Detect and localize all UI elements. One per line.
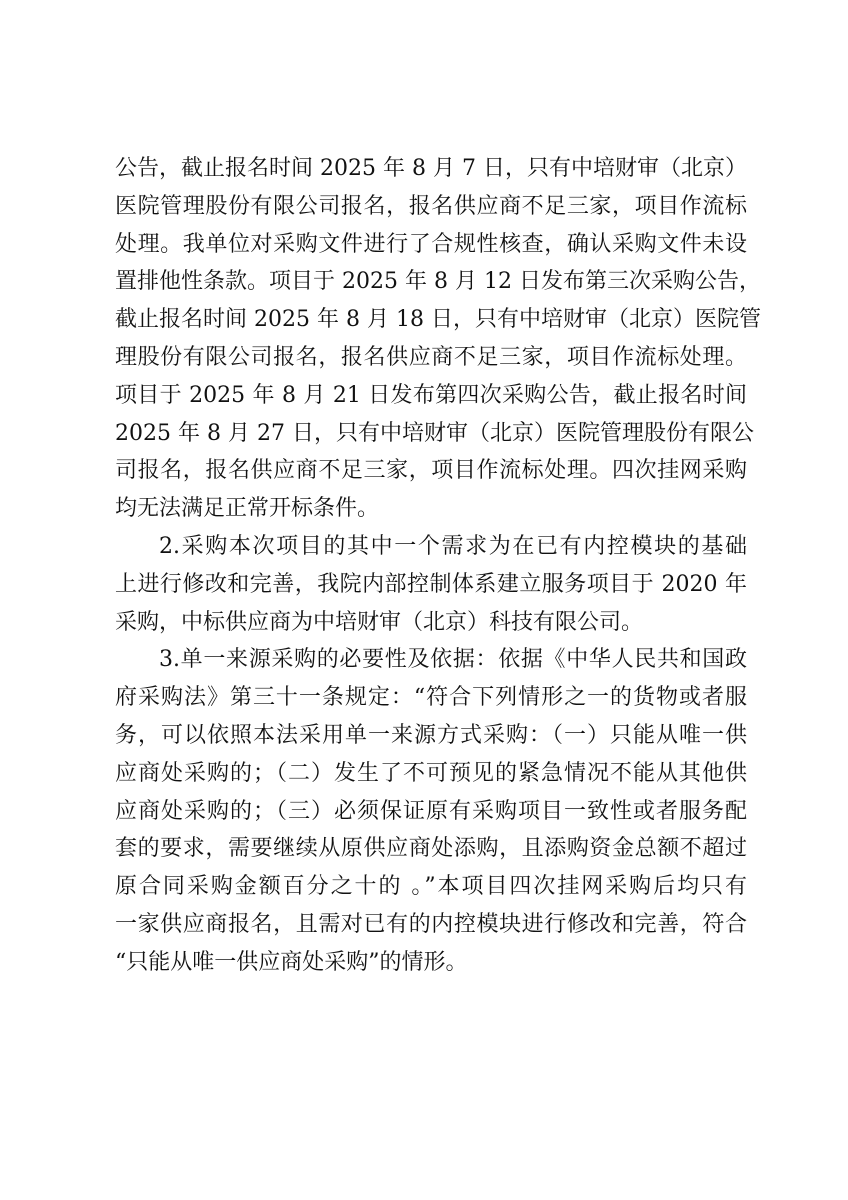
text-line: 处理。我单位对采购文件进行了合规性核查，确认采购文件未设 (115, 231, 747, 257)
body-text (115, 150, 761, 982)
text-line: 项目于 2025 年 8 月 21 日发布第四次采购公告，截止报名时间 (115, 382, 747, 408)
text-line: 套的要求，需要继续从原供应商处添购，且添购资金总额不超过 (115, 836, 747, 862)
text-line: 一家供应商报名，且需对已有的内控模块进行修改和完善，符合 (115, 911, 747, 937)
text-line: 上进行修改和完善，我院内部控制体系建立服务项目于 2020 年 (115, 571, 747, 597)
text-line: 原合同采购金额百分之十的 。”本项目四次挂网采购后均只有 (115, 874, 747, 900)
text-line: 应商处采购的；（二）发生了不可预见的紧急情况不能从其他供 (115, 760, 747, 786)
text-line: 均无法满足正常开标条件。 (115, 496, 380, 522)
text-line: 公告，截止报名时间 2025 年 8 月 7 日，只有中培财审（北京） (115, 156, 747, 181)
text-line: 务，可以依照本法采用单一来源方式采购：（一）只能从唯一供 (115, 722, 747, 748)
paragraph-start-line: 3.单一来源采购的必要性及依据：依据《中华人民共和国政 (159, 647, 747, 673)
text-line: 理股份有限公司报名，报名供应商不足三家，项目作流标处理。 (115, 344, 747, 370)
text-line: 截止报名时间 2025 年 8 月 18 日，只有中培财审（北京）医院管 (115, 307, 761, 333)
text-line: 医院管理股份有限公司报名，报名供应商不足三家，项目作流标 (115, 193, 747, 219)
text-line: 应商处采购的；（三）必须保证原有采购项目一致性或者服务配 (115, 798, 747, 824)
text-line: “只能从唯一供应商处采购”的情形。 (115, 949, 468, 975)
text-line: 司报名，报名供应商不足三家，项目作流标处理。四次挂网采购 (115, 458, 747, 484)
text-line: 2025 年 8 月 27 日，只有中培财审（北京）医院管理股份有限公 (115, 420, 754, 446)
text-line: 采购，中标供应商为中培财审（北京）科技有限公司。 (115, 609, 644, 635)
paragraph-start-line: 2.采购本次项目的其中一个需求为在已有内控模块的基础 (159, 533, 747, 559)
text-line: 置排他性条款。项目于 2025 年 8 月 12 日发布第三次采购公告， (115, 269, 761, 295)
text-line: 府采购法》第三十一条规定：“符合下列情形之一的货物或者服 (115, 685, 747, 711)
